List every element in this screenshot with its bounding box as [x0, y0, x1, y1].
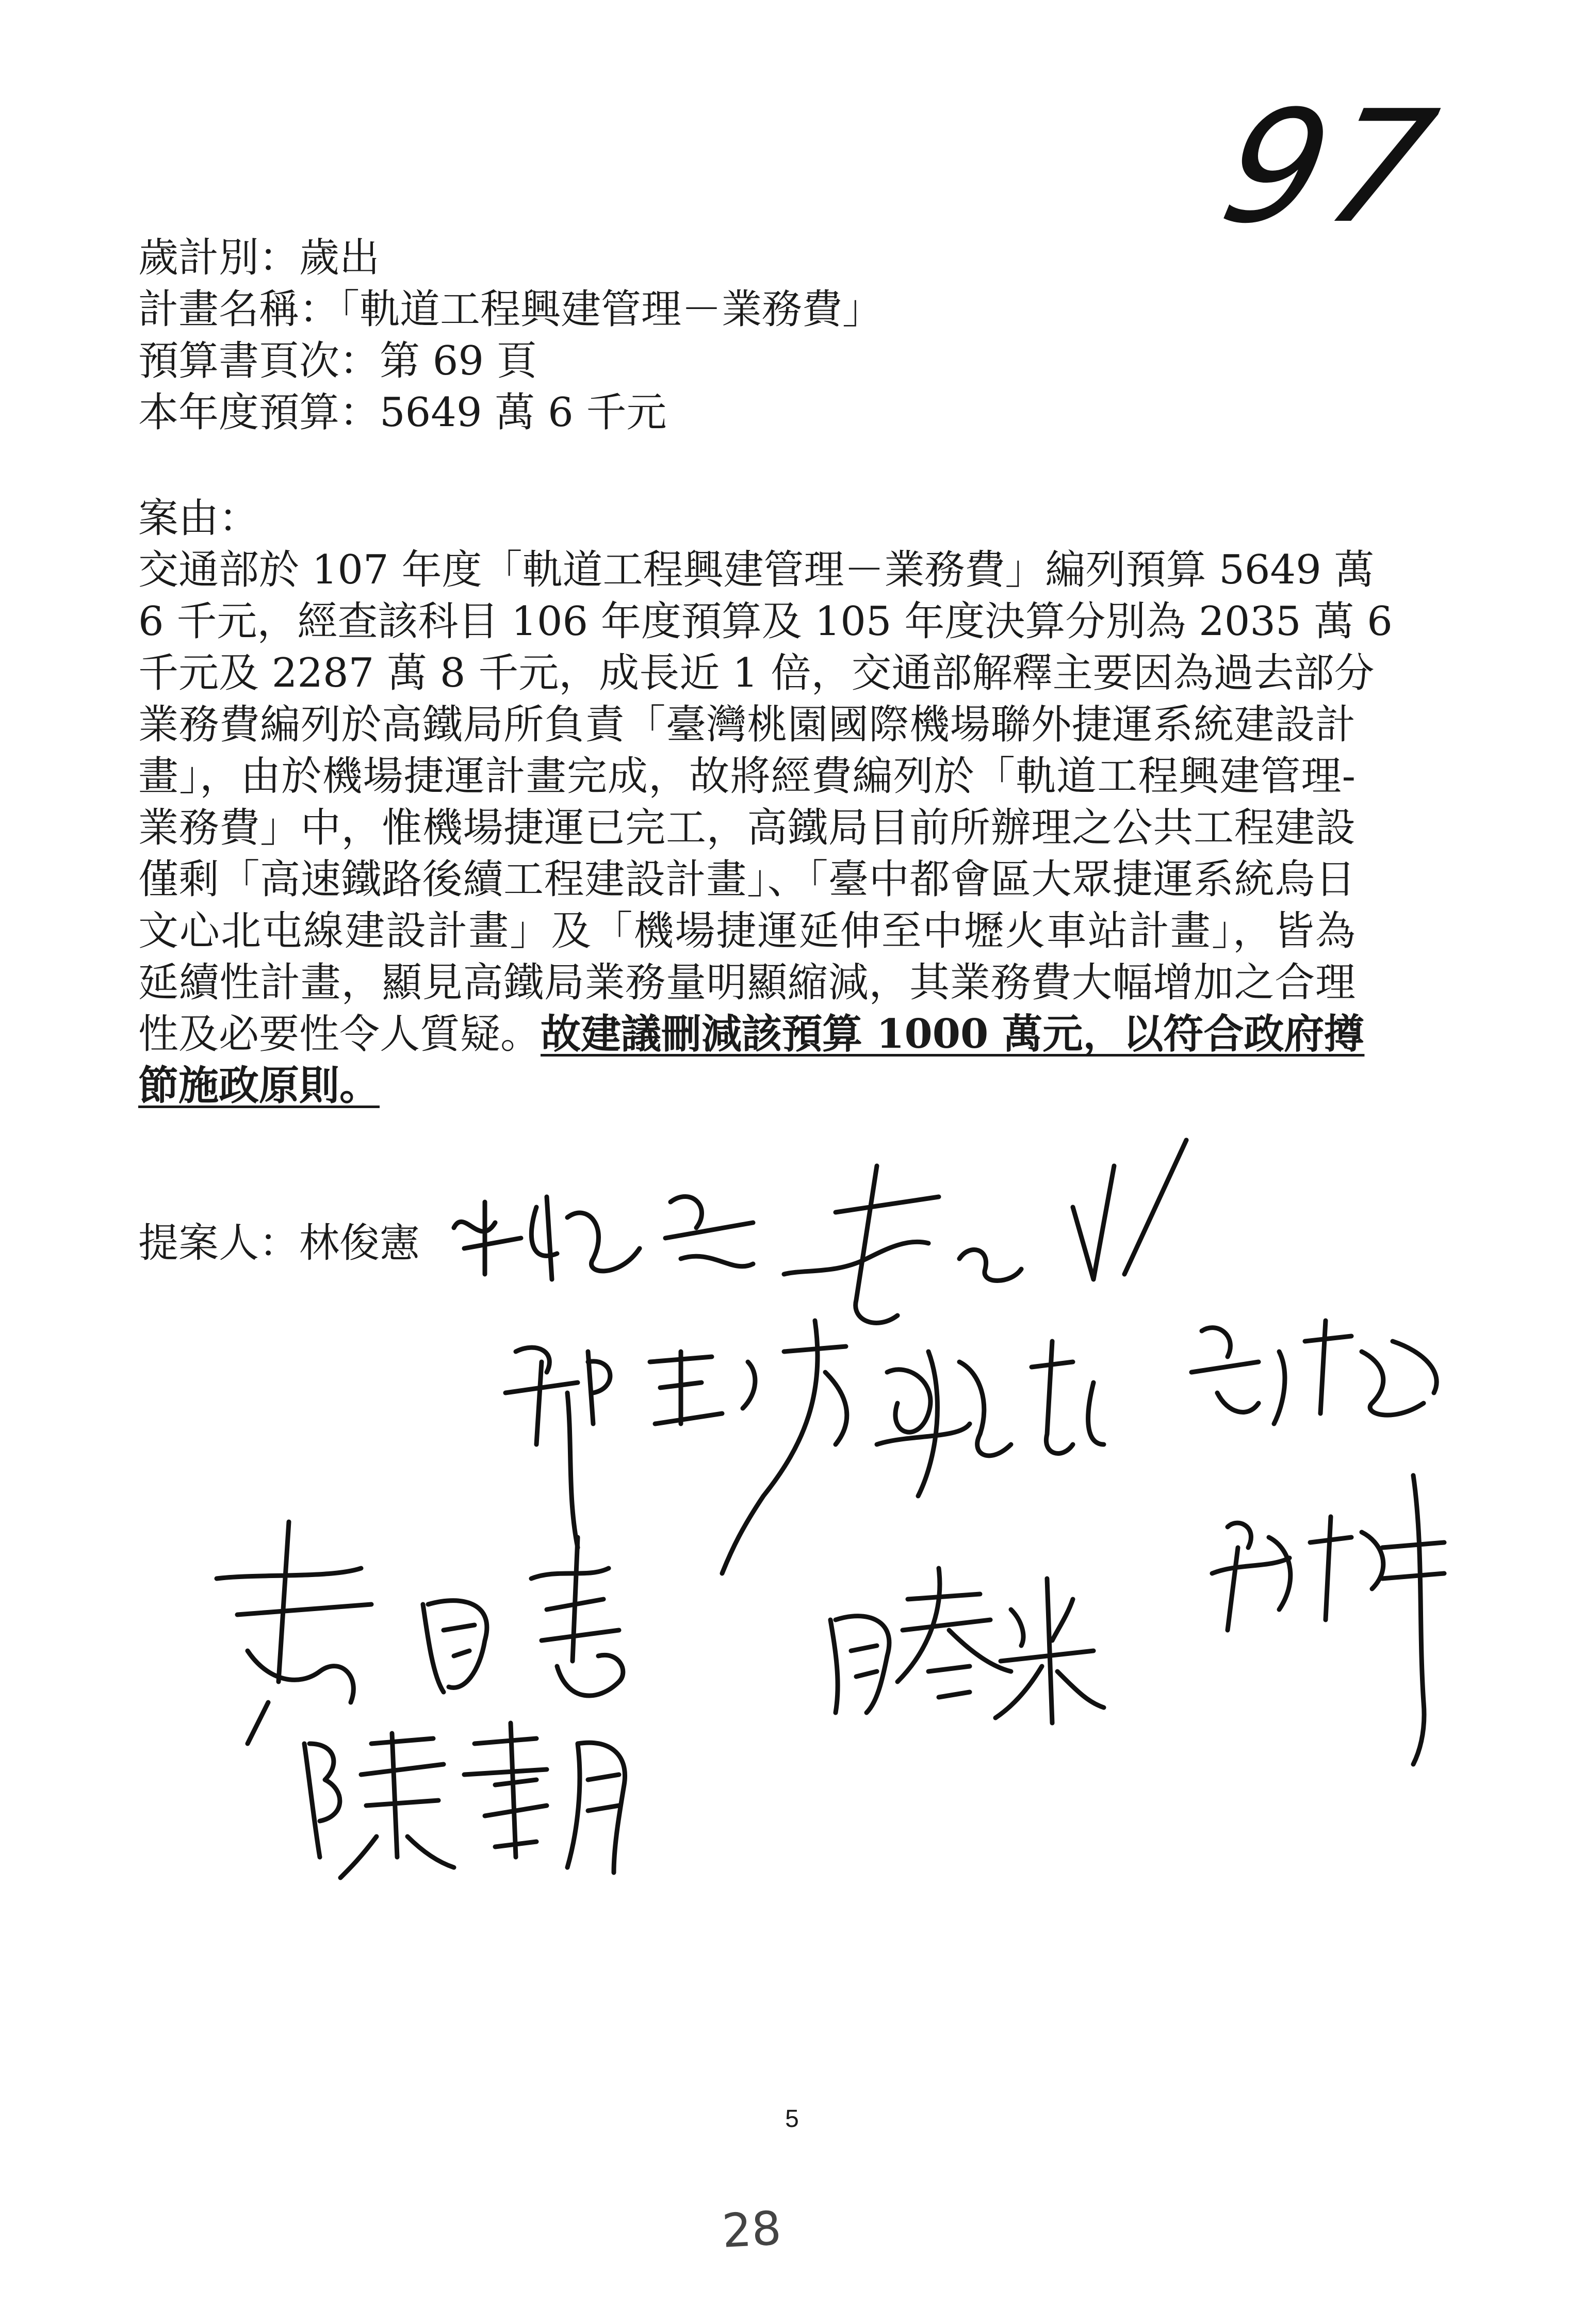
signature-stroke: [897, 1568, 1011, 1697]
signature-stroke: [877, 1341, 1104, 1496]
reason-line: 業務費編列於高鐵局所負責「臺灣桃園國際機場聯外捷運系統建設計: [138, 702, 1356, 748]
signature-stroke: [722, 1321, 847, 1573]
budget-book-page: 預算書頁次：第 69 頁: [138, 338, 537, 384]
reason-line: 僅剩「高速鐵路後續工程建設計畫」、「臺中都會區大眾捷運系統烏日: [138, 856, 1356, 903]
reason-line: 延續性計畫，顯見高鐵局業務量明顯縮減，其業務費大幅增加之合理: [138, 960, 1356, 1006]
handwritten-page-number: 97: [1208, 77, 1454, 257]
signature-stroke: [995, 1579, 1104, 1723]
signature-stroke: [423, 1601, 487, 1692]
signature-stroke: [650, 1352, 722, 1424]
signature-stroke: [1212, 1475, 1444, 1764]
signature-stroke: [567, 1743, 625, 1873]
reason-heading: 案由：: [138, 495, 259, 542]
signature-stroke: [454, 1197, 753, 1279]
signature-stroke: [830, 1616, 889, 1713]
signature-stroke: [464, 1723, 547, 1857]
reason-line-plain: 性及必要性令人質疑。: [138, 1011, 541, 1058]
reason-line: 交通部於 107 年度「軌道工程興建管理－業務費」編列預算 5649 萬: [138, 547, 1375, 593]
page-number: 5: [785, 2105, 799, 2133]
reason-line: 千元及 2287 萬 8 千元，成長近 1 倍，交通部解釋主要因為過去部分: [138, 650, 1375, 696]
signature-stroke: [505, 1347, 610, 1444]
budget-category: 歲計別：歲出: [138, 235, 380, 281]
signature-stroke: [217, 1522, 371, 1744]
reason-line: 6 千元，經查該科目 106 年度預算及 105 年度決算分別為 2035 萬 6: [138, 598, 1393, 645]
signature-stroke: [1191, 1321, 1436, 1424]
signature-stroke: [1073, 1140, 1186, 1279]
proposer: 提案人：林俊憲: [138, 1220, 420, 1266]
reason-line: 業務費」中，惟機場捷運已完工，高鐵局目前所辦理之公共工程建設: [138, 805, 1356, 851]
signature-stroke: [304, 1733, 454, 1878]
reason-line: 畫」，由於機場捷運計畫完成，故將經費編列於「軌道工程興建管理-: [138, 753, 1356, 800]
signature-stroke: [784, 1166, 1021, 1323]
annual-budget: 本年度預算：5649 萬 6 千元: [138, 389, 667, 436]
handwritten-bottom-number: 28: [721, 2201, 783, 2258]
proposal-emphasis: 故建議刪減該預算 1000 萬元，以符合政府撙: [541, 1011, 1365, 1058]
proposal-emphasis-end: 節施政原則。: [138, 1062, 380, 1109]
signature-stroke: [567, 1393, 578, 1548]
signature-stroke: [531, 1537, 623, 1696]
plan-name: 計畫名稱：「軌道工程興建管理－業務費」: [138, 286, 883, 333]
reason-line: 文心北屯線建設計畫」及「機場捷運延伸至中壢火車站計畫」，皆為: [138, 908, 1356, 954]
